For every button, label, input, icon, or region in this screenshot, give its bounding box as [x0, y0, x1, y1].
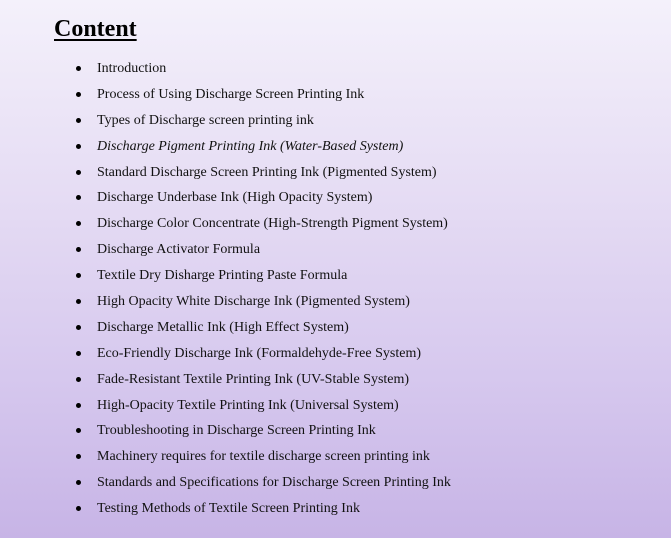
list-item: [0, 82, 451, 108]
list-item-label: Standards and Specifications for Discharge Screen Printing Ink: [97, 475, 451, 491]
list-item-label: Standard Discharge Screen Printing Ink (Pigmented System): [97, 164, 437, 180]
list-item: [0, 185, 451, 211]
list-item-label: Eco-Friendly Discharge Ink (Formaldehyde-Free System): [97, 345, 421, 361]
table-of-contents: [0, 56, 451, 522]
list-item-label: Testing Methods of Textile Screen Printing Ink: [97, 501, 360, 517]
bullet-icon: [76, 221, 81, 226]
list-item-label: Discharge Color Concentrate (High-Strength Pigment System): [97, 216, 448, 232]
bullet-icon: [76, 403, 81, 408]
list-item-label: Process of Using Discharge Screen Printing Ink: [97, 86, 365, 102]
list-item-label: Discharge Pigment Printing Ink (Water-Based System): [97, 138, 404, 154]
list-item: [0, 134, 451, 160]
list-item: [0, 444, 451, 470]
list-item-label: Introduction: [97, 61, 167, 76]
bullet-icon: [76, 66, 81, 71]
bullet-icon: [76, 454, 81, 459]
list-item-label: Types of Discharge screen printing ink: [97, 112, 314, 128]
list-item-label: High-Opacity Textile Printing Ink (Universal System): [97, 397, 399, 413]
list-item-label: Discharge Underbase Ink (High Opacity System): [97, 190, 373, 206]
list-item: [0, 470, 451, 496]
list-item: [0, 237, 451, 263]
list-item: [0, 341, 451, 367]
list-item: [0, 263, 451, 289]
list-item-label: Troubleshooting in Discharge Screen Printing Ink: [97, 423, 376, 439]
bullet-icon: [76, 247, 81, 252]
list-item: [0, 289, 451, 315]
bullet-icon: [76, 144, 81, 149]
list-item: [0, 393, 451, 419]
bullet-icon: [76, 428, 81, 433]
bullet-icon: [76, 170, 81, 175]
page-title: Content: [54, 16, 137, 42]
list-item: [0, 496, 451, 522]
list-item: [0, 315, 451, 341]
bullet-icon: [76, 325, 81, 330]
bullet-icon: [76, 92, 81, 97]
list-item: [0, 367, 451, 393]
bullet-icon: [76, 195, 81, 200]
bullet-icon: [76, 118, 81, 123]
list-item-label: Fade-Resistant Textile Printing Ink (UV-Stable System): [97, 371, 410, 387]
bullet-icon: [76, 351, 81, 356]
list-item-label: Machinery requires for textile discharge screen printing ink: [97, 449, 430, 465]
list-item: [0, 160, 451, 186]
list-item-label: Discharge Metallic Ink (High Effect System): [97, 319, 349, 335]
bullet-icon: [76, 299, 81, 304]
list-item: [0, 418, 451, 444]
list-item-label: High Opacity White Discharge Ink (Pigmented System): [97, 294, 410, 310]
list-item: [0, 211, 451, 237]
bullet-icon: [76, 480, 81, 485]
list-item-label: Discharge Activator Formula: [97, 242, 261, 258]
bullet-icon: [76, 273, 81, 278]
list-item: [0, 108, 451, 134]
list-item: [0, 56, 451, 82]
bullet-icon: [76, 377, 81, 382]
bullet-icon: [76, 506, 81, 511]
list-item-label: Textile Dry Disharge Printing Paste Formula: [97, 268, 348, 284]
